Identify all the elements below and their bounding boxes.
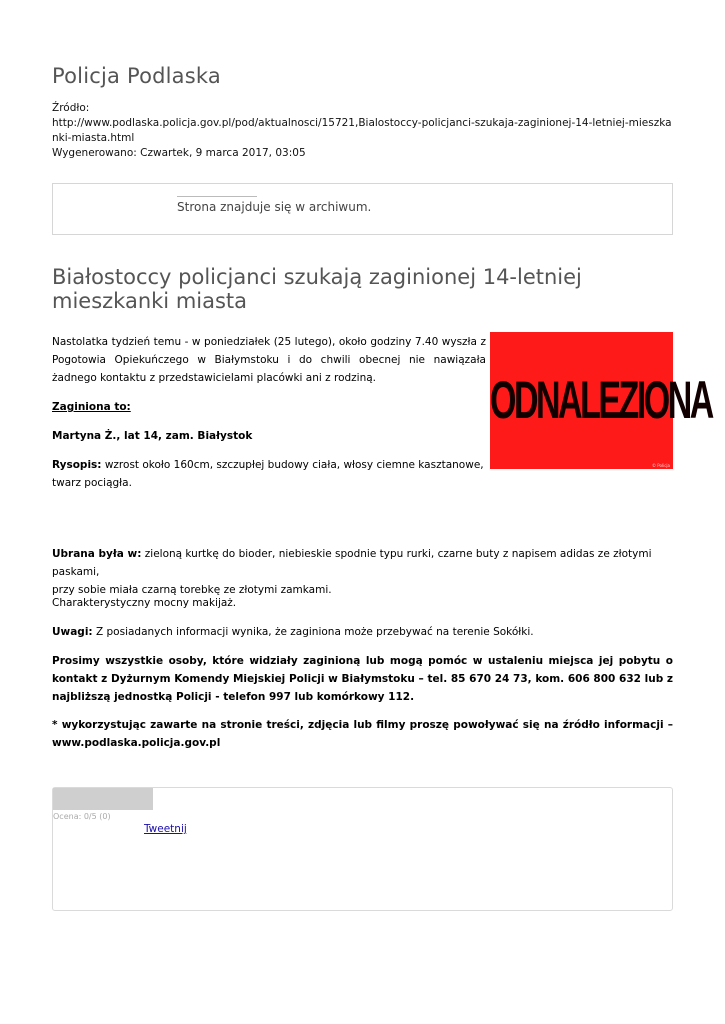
- notes-paragraph: [52, 623, 682, 641]
- clothes-text-2: przy sobie miała czarną torebkę ze złotymi zamkami.: [52, 584, 332, 596]
- tweet-link[interactable]: Tweetnij: [144, 823, 187, 835]
- article-title: Białostoccy policjanci szukają zaginionej 14-letniej mieszkanki miasta: [52, 265, 582, 313]
- appeal-paragraph: Prosimy wszystkie osoby, które widziały zaginioną lub mogą pomóc w ustaleniu miejsca jej pobytu o kontakt z Dyżurnym Komendy Miejskiej Policji w Białymstoku – tel. 85 670 24 73, kom. 606 800 632 lub z najbliższą jednostką Policji - telefon 997 lub komórkowy 112.: [52, 655, 673, 703]
- source-metadata: [52, 101, 674, 161]
- description-text: wzrost około 160cm, szczupłej budowy ciała, włosy ciemne kasztanowe,: [101, 459, 484, 471]
- generated-date: Wygenerowano: Czwartek, 9 marca 2017, 03:05: [52, 147, 306, 159]
- description-paragraph: [52, 456, 486, 492]
- clothes-label: Ubrana była w:: [52, 548, 142, 560]
- source-url: http://www.podlaska.policja.gov.pl/pod/aktualnosci/15721,Bialostoccy-policjanci-szukaja-zaginionej-14-letniej-mieszkanki-miasta.html: [52, 117, 672, 144]
- source-label: Źródło:: [52, 102, 90, 114]
- notes-text: Z posiadanych informacji wynika, że zaginiona może przebywać na terenie Sokółki.: [92, 626, 534, 638]
- description-label: Rysopis:: [52, 459, 102, 471]
- image-credit: © Policja: [652, 463, 670, 468]
- article-intro: Nastolatka tydzień temu - w poniedziałek (25 lutego), około godziny 7.40 wyszła z Pogotowia Opiekuńczego w Białymstoku i do chwili obecnej nie nawiązała żadnego kontaktu z przedstawicielami placówki ani z rodziną.: [52, 336, 486, 384]
- archive-notice: [52, 183, 673, 235]
- rating-box: [52, 787, 673, 911]
- clothes-paragraph: [52, 545, 682, 599]
- notes-label: Uwagi:: [52, 626, 93, 638]
- rating-label: Ocena: 0/5 (0): [53, 812, 111, 821]
- image-caption-text: ODNALEZIONA: [490, 371, 712, 431]
- makeup-paragraph: Charakterystyczny mocny makijaż.: [52, 597, 237, 609]
- copyright-notice: * wykorzystując zawarte na stronie treści, zdjęcia lub filmy proszę powoływać się na źródło informacji – www.podlaska.policja.gov.pl: [52, 719, 673, 749]
- missing-heading: Zaginiona to:: [52, 401, 131, 413]
- rating-widget[interactable]: [53, 788, 153, 810]
- missing-name: Martyna Ż., lat 14, zam. Białystok: [52, 430, 253, 442]
- archive-divider: [177, 196, 257, 197]
- site-title: Policja Podlaska: [52, 64, 221, 88]
- description-text-2: twarz pociągła.: [52, 477, 132, 489]
- article-image[interactable]: [490, 332, 712, 469]
- archive-text: Strona znajduje się w archiwum.: [177, 200, 372, 214]
- clothes-text: zieloną kurtkę do bioder, niebieskie spodnie typu rurki, czarne buty z napisem adidas ze złotymi paskami,: [52, 548, 652, 578]
